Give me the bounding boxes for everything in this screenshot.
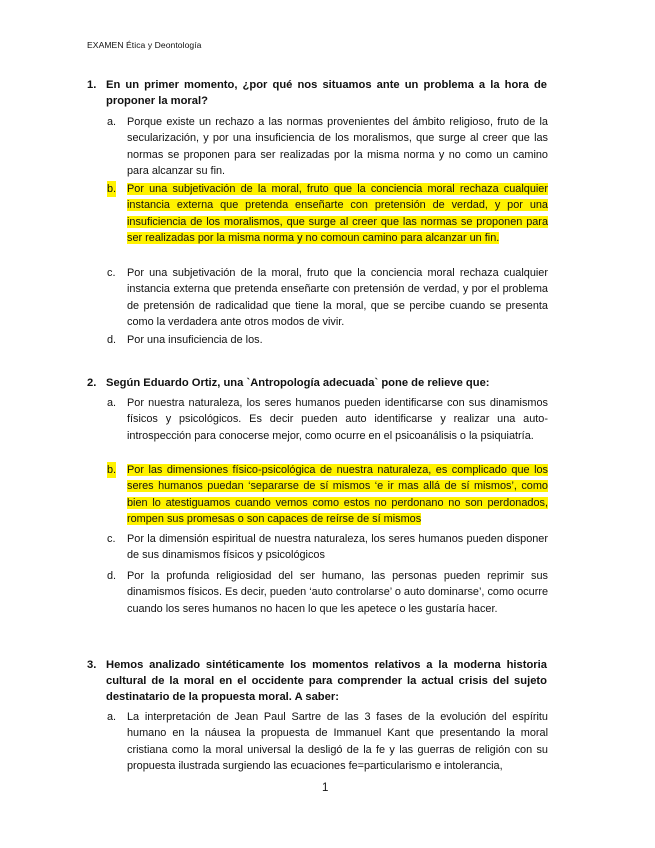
option-text: Por la profunda religiosidad del ser humano, las personas pueden reprimir sus dinamismos físicos. Es decir, pueden ‘auto controlarse’ o auto dominarse’, como ocurre cuando los seres humanos no hacen lo que les apetece o les gustaría hacer. <box>127 570 548 615</box>
option-letter: c. <box>107 533 116 545</box>
option-letter: c. <box>107 267 116 279</box>
option-1c <box>107 265 548 331</box>
option-letter: b. <box>107 462 116 478</box>
option-text: Por una insuficiencia de los. <box>127 334 263 346</box>
option-text: Por la dimensión espiritual de nuestra naturaleza, los seres humanos pueden disponer de sus dinamismos físicos y psicológicos <box>127 533 548 562</box>
option-letter: b. <box>107 181 116 197</box>
option-1a <box>107 114 548 180</box>
question-1 <box>87 77 547 109</box>
option-text: Porque existe un rechazo a las normas provenientes del ámbito religioso, fruto de la secularización, y por una insuficiencia de los moralismos, que surge al creer que las normas se proponen para ser realizadas por la misma norma y no como un camino para alcanzar su fin. <box>127 116 548 178</box>
option-text: La interpretación de Jean Paul Sartre de las 3 fases de la evolución del espíritu humano en la náusea la propuesta de Immanuel Kant que presentando la moral cristiana como la moral universal la desligó de la fe y las guerras de religión con su propuesta ilustrada surgiendo las ecuaciones fe=particularismo e intolerancia, <box>127 711 548 773</box>
option-2b <box>107 462 548 528</box>
option-text: Por una subjetivación de la moral, fruto que la conciencia moral rechaza cualquier instancia externa que pretenda enseñarte con pretensión de verdad, y por el problema de pretensión de radicalidad que tiene la moral, que se percibe cuando se presenta como la verdadera ante otros modos de vivir. <box>127 267 548 329</box>
question-number: 2. <box>87 377 97 389</box>
option-letter: a. <box>107 116 117 128</box>
option-2d <box>107 568 548 617</box>
option-3a <box>107 709 548 775</box>
question-2 <box>87 375 547 391</box>
option-letter: a. <box>107 397 117 409</box>
option-letter: a. <box>107 711 117 723</box>
option-letter: d. <box>107 334 117 346</box>
header-title: EXAMEN Ética y Deontología <box>87 40 202 50</box>
question-3 <box>87 657 547 705</box>
question-text: Según Eduardo Ortiz, una `Antropología adecuada` pone de relieve que: <box>106 377 490 389</box>
option-letter: d. <box>107 570 117 582</box>
question-number: 1. <box>87 79 97 91</box>
question-number: 3. <box>87 659 97 671</box>
option-1b <box>107 181 548 247</box>
option-text: Por nuestra naturaleza, los seres humanos pueden identificarse con sus dinamismos físicos y psicológicos. Es decir pueden auto identificarse y realizar una auto-introspección para conocerse mejor, como ocurre en el psicoanálisis o la psiquiatría. <box>127 397 548 442</box>
highlighted-answer: Por una subjetivación de la moral, fruto que la conciencia moral rechaza cualquier instancia externa que pretenda enseñarte con pretensión de verdad, y por una insuficiencia de los moralismos, que surge al creer que las normas se proponen para ser realizadas por la misma norma y no comoun camino para alcanzar un fin. <box>127 183 548 245</box>
highlighted-answer: Por las dimensiones físico-psicológica de nuestra naturaleza, es complicado que los seres humanos puedan ‘separarse de sí mismos ‘e ir mas allá de sí mismos’, como bien lo atestiguamos cuando vemos como estos no perdonano no son perdonados, rompen sus promesas o son capaces de reírse de sí mismos <box>127 464 548 526</box>
option-2c <box>107 531 548 564</box>
page-number: 1 <box>322 782 329 794</box>
question-text: En un primer momento, ¿por qué nos situamos ante un problema a la hora de proponer la moral? <box>106 79 547 107</box>
question-text: Hemos analizado sintéticamente los momentos relativos a la moderna historia cultural de la moral en el occidente para comprender la actual crisis del sujeto destinatario de la propuesta moral. A saber: <box>106 659 547 703</box>
option-1d <box>107 332 548 348</box>
option-2a <box>107 395 548 444</box>
